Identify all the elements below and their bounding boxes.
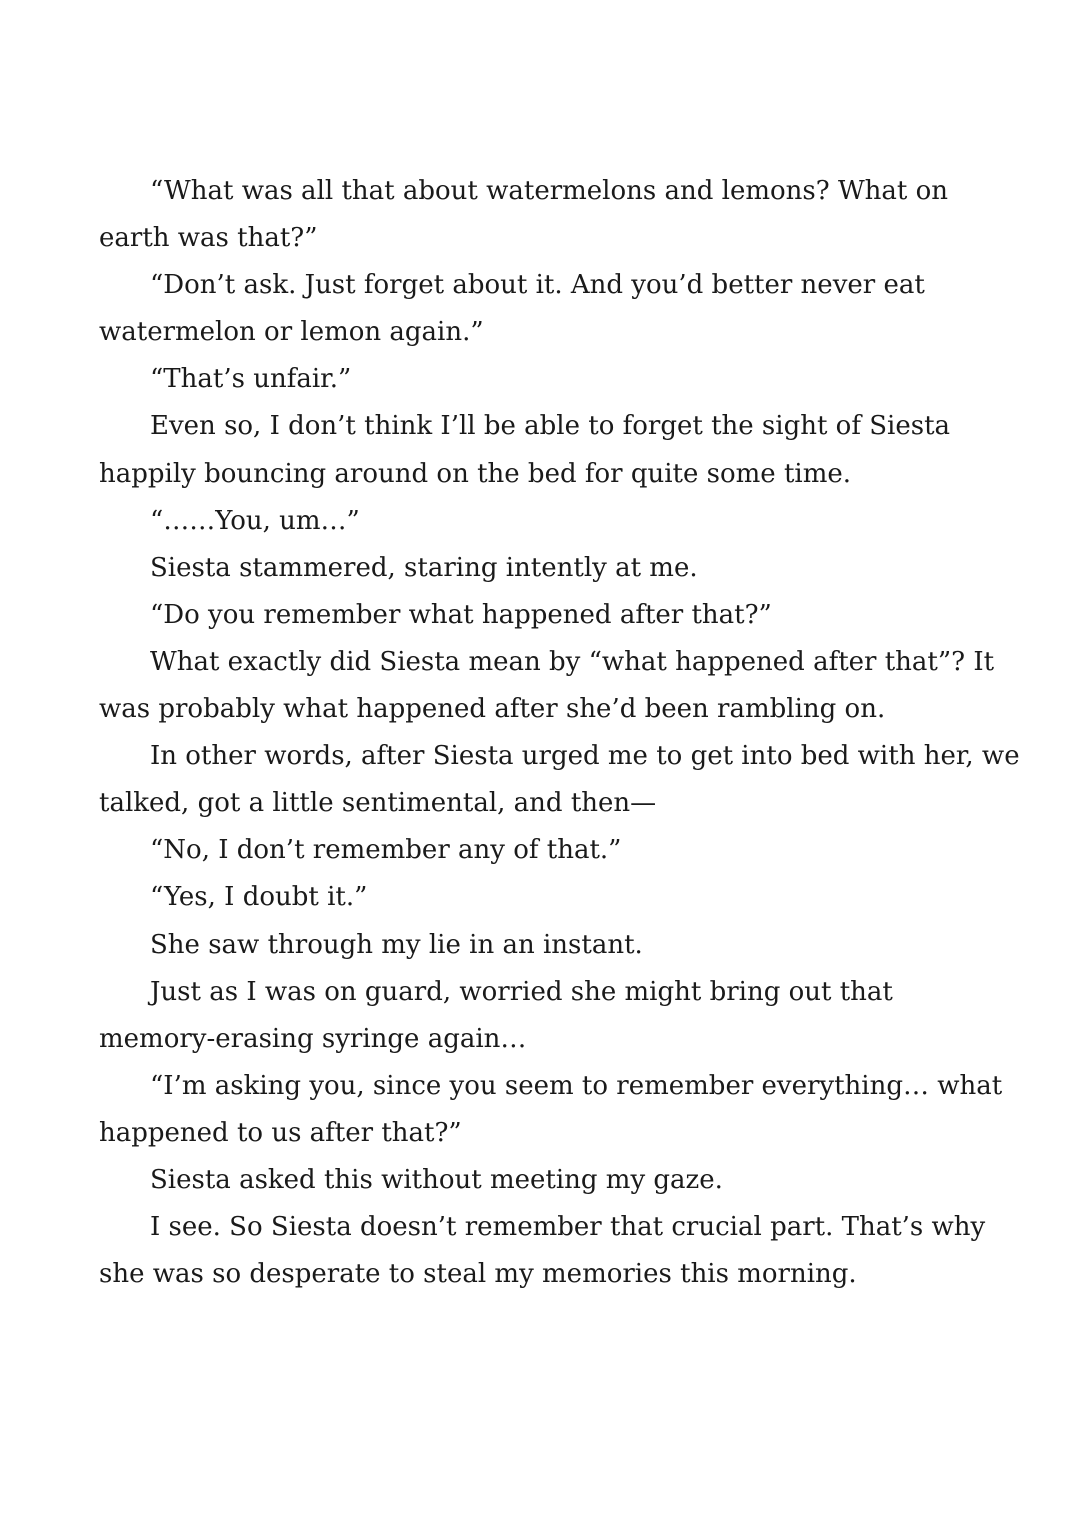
text-line: “Don’t ask. Just forget about it. And you’d better never eat <box>150 270 925 301</box>
text-line: talked, got a little sentimental, and then— <box>99 788 657 819</box>
text-line: “Yes, I doubt it.” <box>150 882 368 913</box>
text-line: She saw through my lie in an instant. <box>150 929 643 960</box>
text-line: memory-erasing syringe again… <box>99 1023 527 1054</box>
body-text <box>99 168 1020 1298</box>
text-line: “……You, um…” <box>150 505 360 536</box>
text-line: happily bouncing around on the bed for quite some time. <box>99 458 852 489</box>
text-line: “No, I don’t remember any of that.” <box>150 835 622 866</box>
text-line: I see. So Siesta doesn’t remember that crucial part. That’s why <box>150 1212 986 1243</box>
text-line: earth was that?” <box>99 223 318 254</box>
text-line: watermelon or lemon again.” <box>99 317 484 348</box>
text-line: Siesta asked this without meeting my gaze. <box>150 1164 723 1195</box>
text-line: What exactly did Siesta mean by “what happened after that”? It <box>150 646 995 677</box>
text-line: In other words, after Siesta urged me to get into bed with her, we <box>150 741 1020 772</box>
text-line: “What was all that about watermelons and lemons? What on <box>150 176 949 206</box>
text-line: she was so desperate to steal my memories this morning. <box>99 1259 857 1290</box>
text-line: “That’s unfair.” <box>150 364 352 395</box>
text-line: Just as I was on guard, worried she might bring out that <box>150 976 893 1007</box>
text-line: “Do you remember what happened after that?” <box>150 599 772 630</box>
text-line: was probably what happened after she’d been rambling on. <box>99 694 886 725</box>
text-line: Even so, I don’t think I’ll be able to forget the sight of Siesta <box>150 411 951 442</box>
text-line: “I’m asking you, since you seem to remember everything… what <box>150 1070 1003 1101</box>
text-line: happened to us after that?” <box>99 1117 462 1148</box>
text-line: Siesta stammered, staring intently at me. <box>150 552 698 583</box>
